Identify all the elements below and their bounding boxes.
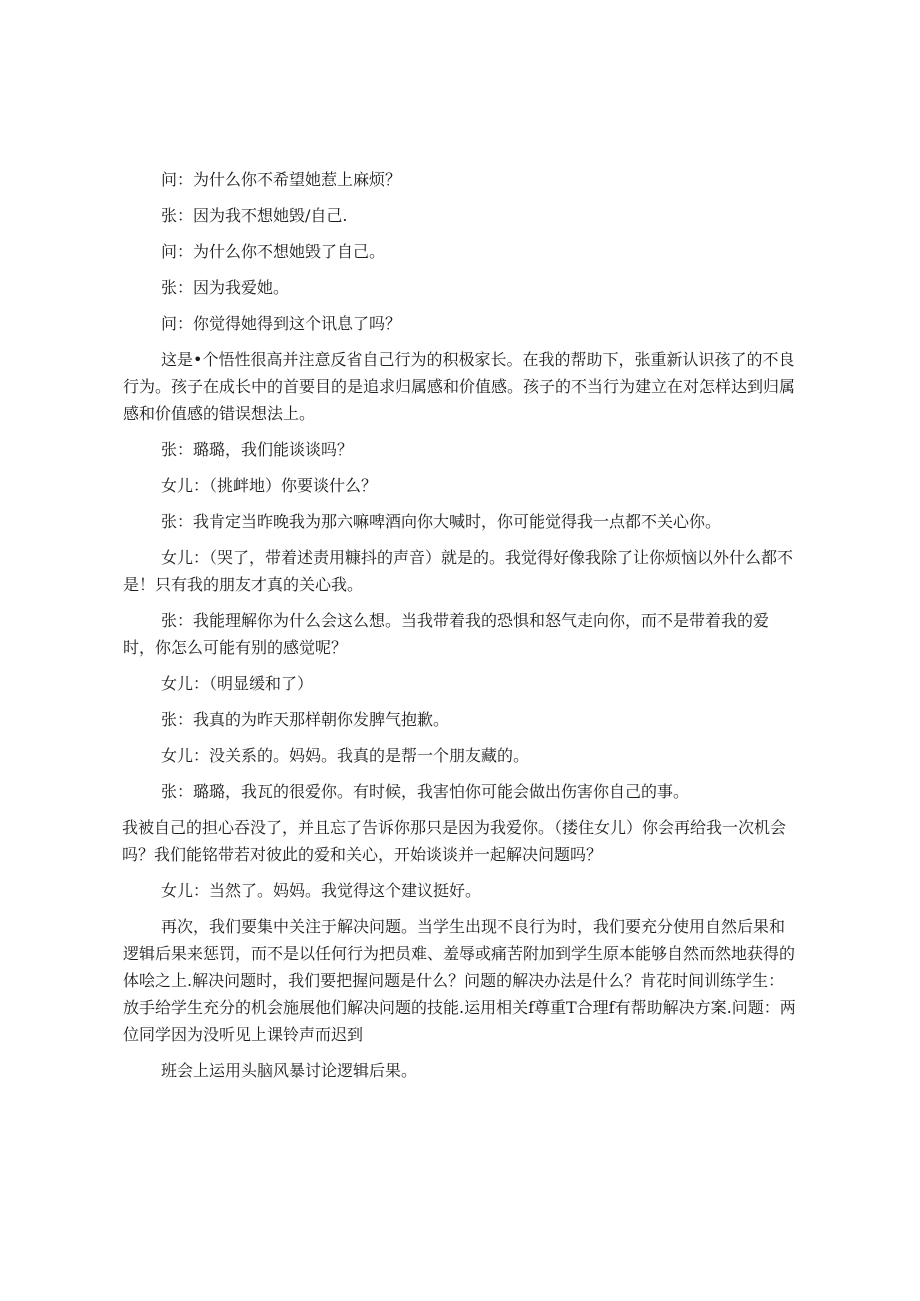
dialogue-line: 张：因为我爱她。 <box>161 278 290 297</box>
dialogue-line: 问：为什么你不希望她惹上麻烦？ <box>161 170 402 189</box>
body-paragraph: 班会上运用头脑风暴讨论逻辑后果。 <box>161 1061 418 1080</box>
dialogue-line: 张：璐璐，我瓦的很爱你。有时候，我害怕你可能会做出伤害你自己的事。 <box>161 782 690 801</box>
dialogue-continuation: 我被自己的担心吞没了，并且忘了告诉你那只是因为我爱你。（搂住女儿）你会再给我一次机会吗？我们能铭带若对彼此的爱和关心，开始谈谈并一起解决问题吗？ <box>122 818 787 864</box>
dialogue-line: 女儿：没关系的。妈妈。我真的是帮一个朋友藏的。 <box>161 746 530 765</box>
dialogue-line: 问：为什么你不想她毁了自己。 <box>161 242 386 261</box>
dialogue-line: 女儿：（哭了，带着述责用糠抖的声音）就是的。我觉得好像我除了让你烦恼以外什么都不是！只有我的朋友才真的关心我。 <box>123 548 794 594</box>
body-paragraph: 再次，我们要集中关注于解决问题。当学生出现不良行为时，我们要充分使用自然后果和逻辑后果来惩罚，而不是以任何行为把员难、羞辱或痛苦附加到学生原本能够自然而然地获得的体哙之上.解决问题时，我们要把握问题是什么？问题的解决办法是什么？肯花时间训练学生：放手给学生充分的机会施展他们解决问题的技能.运用相关f尊重T合理f有帮助解决方案.问题：两位同学因为没听见上课铃声而迟到 <box>123 917 796 1044</box>
dialogue-line: 张：我真的为昨天那样朝你发脾气抱歉。 <box>161 710 450 729</box>
dialogue-line: 女儿：（挑衅地）你要谈什么？ <box>161 476 378 495</box>
dialogue-line: 张：因为我不想她毁/自己. <box>161 206 348 225</box>
body-paragraph: 这是•个悟性很高并注意反省自己行为的积极家长。在我的帮助下，张重新认识孩了的不良行为。孩子在成长中的首要目的是追求归属感和价值感。孩子的不当行为建立在对怎样达到归属感和价值感的错误想法上。 <box>123 350 796 423</box>
document-body <box>123 166 799 1093</box>
dialogue-line: 张：璐璐，我们能谈谈吗？ <box>161 440 354 459</box>
dialogue-line: 张：我能理解你为什么会这么想。当我带着我的恐惧和怒气走向你，而不是带着我的爱时，你怎么可能有别的感觉呢？ <box>123 611 770 657</box>
dialogue-line: 女儿：（明显缓和了） <box>161 674 314 693</box>
dialogue-line: 张：我肯定当昨晚我为那六嘛啤酒向你大喊时，你可能觉得我一点都不关心你。 <box>161 512 722 531</box>
dialogue-line: 女儿：当然了。妈妈。我觉得这个建议挺好。 <box>161 881 482 900</box>
dialogue-line: 问：你觉得她得到这个讯息了吗？ <box>161 314 402 333</box>
